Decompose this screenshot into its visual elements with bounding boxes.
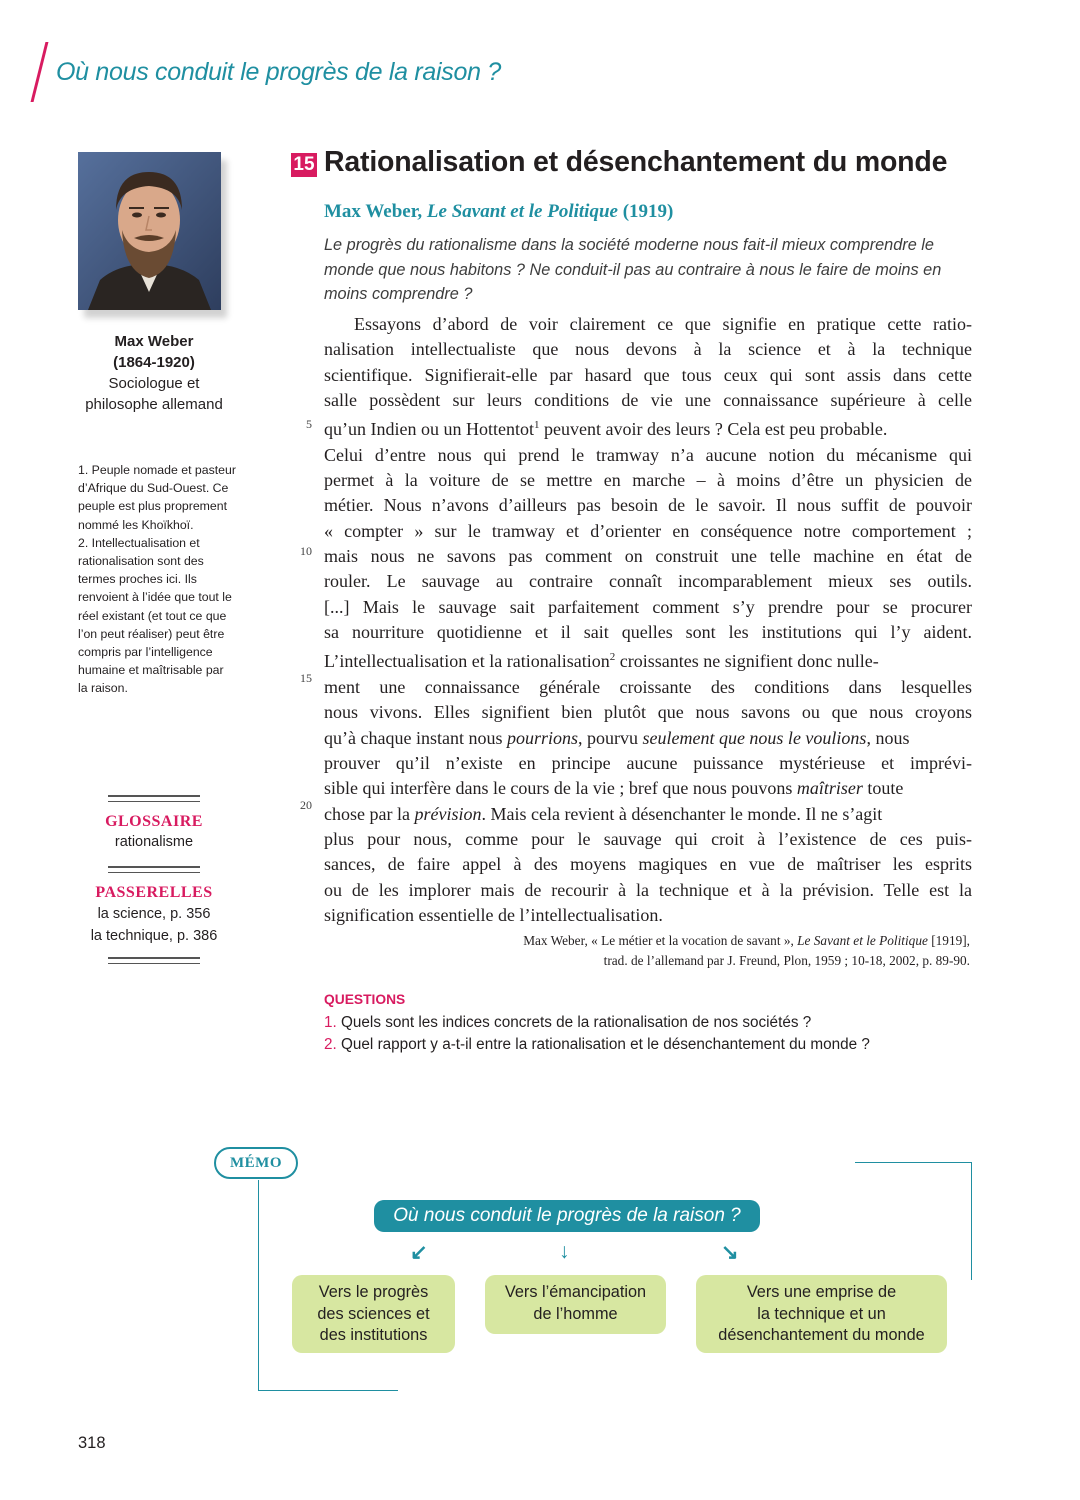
text-line: Celui d’entre nous qui prend le tramway n’a aucune notion du mécanisme qui — [324, 444, 972, 465]
text-line — [324, 726, 972, 751]
memo-frame-line — [855, 1162, 972, 1163]
memo-box-progress — [292, 1275, 455, 1353]
divider — [108, 866, 200, 873]
text-line — [324, 645, 972, 674]
text-segment: toute — [862, 778, 904, 799]
glossary-term-link[interactable]: rationalisme — [114, 834, 194, 850]
passerelle-link[interactable]: la technique, p. 386 — [90, 928, 218, 944]
text-line: sa nourriture quotidienne et il sait quelles sont les institutions qui l’y aident. — [324, 622, 972, 643]
memo-frame-line — [258, 1180, 259, 1390]
question-item — [324, 1036, 870, 1054]
memo-question: Où nous conduit le progrès de la raison ? — [374, 1200, 760, 1232]
text-line: nous vivons. Elles signifient bien plutôt que nous savons ou que nous croyons — [324, 702, 972, 723]
work-title: Le Savant et le Politique — [426, 201, 618, 222]
text-line: scientifique. Signifierait-elle par hasard que tous ceux qui sont assis dans cette — [324, 364, 972, 385]
source-segment: Max Weber, « Le métier et la vocation de savant », — [523, 933, 798, 948]
memo-box-line: désenchantement du monde — [718, 1326, 925, 1344]
text-line: sances, de faire appel à des moyens magiques en vue de maîtriser les esprits — [324, 854, 972, 875]
arrow-down-left-icon: ↙ — [410, 1241, 428, 1264]
question-number: 2. — [324, 1036, 337, 1053]
source-line — [324, 931, 970, 951]
glossary-heading: GLOSSAIRE — [105, 813, 203, 830]
memo-frame-line — [258, 1390, 398, 1391]
text-segment: peuvent avoir des leurs ? Cela est peu probable. — [539, 419, 888, 440]
portrait-dates: (1864-1920) — [113, 354, 195, 371]
divider — [108, 957, 200, 964]
portrait-caption — [64, 331, 244, 415]
document-author — [324, 201, 673, 223]
text-segment: . Mais cela revient à désenchanter le monde. Il ne s’agit — [481, 803, 883, 824]
text-segment: L’intellectualisation et la rationalisation — [324, 651, 610, 672]
text-line: [...] Mais le sauvage sait parfaitement comment s’y prendre pour se procurer — [324, 596, 972, 617]
memo-box-line: la technique et un — [757, 1304, 886, 1323]
memo-badge: MÉMO — [214, 1147, 298, 1179]
text-line: « compter » sur le tramway et d’orienter en conséquence notre comportement ; — [324, 520, 972, 541]
chapter-title: Où nous conduit le progrès de la raison ? — [56, 58, 501, 86]
text-line: mais nous ne savons pas comment on construit une telle machine en état de — [324, 546, 972, 567]
work-year: (1919) — [617, 201, 674, 222]
source-segment: [1919], — [927, 933, 970, 948]
line-number: 20 — [300, 798, 312, 812]
text-line — [324, 413, 972, 442]
memo-box-line: Vers une emprise de — [746, 1283, 897, 1301]
footnote-ref-2[interactable]: 2 — [609, 651, 616, 664]
memo-box-line: Vers le progrès — [318, 1283, 429, 1301]
header-accent-bar — [31, 42, 49, 102]
text-line: rouler. Le sauvage au contraire connaît incomparablement mieux ses outils. — [324, 571, 972, 592]
text-line: nalisation intellectualiste que nous devons à la science et à la technique — [324, 339, 972, 360]
question-item — [324, 1014, 811, 1032]
source-work-title: Le Savant et le Politique — [797, 933, 928, 948]
question-number: 1. — [324, 1014, 337, 1031]
memo-box-line: des institutions — [319, 1326, 428, 1344]
text-segment: , pourvu — [577, 727, 643, 748]
text-segment: sible qui interfère dans le cours de la vie ; bref que nous pouvons — [324, 778, 797, 799]
passerelle-link[interactable]: la science, p. 356 — [97, 906, 211, 922]
portrait-role-line: philosophe allemand — [85, 396, 223, 413]
memo-box-line: des sciences et — [317, 1304, 430, 1323]
text-line — [324, 802, 972, 827]
text-line: signification essentielle de l’intellectualisation. — [324, 904, 663, 925]
document-number-badge: 15 — [291, 153, 317, 177]
memo-box-disenchantment — [696, 1275, 947, 1353]
text-segment: chose par la — [324, 803, 415, 824]
memo-frame-line — [971, 1162, 972, 1280]
footnotes — [78, 461, 236, 698]
text-segment: qu’à chaque instant nous — [324, 727, 507, 748]
text-line: Essayons d’abord de voir clairement ce que signifie en pratique cette ratio- — [354, 314, 972, 334]
document-title: Rationalisation et désenchantement du monde — [324, 146, 948, 178]
question-text: Quel rapport y a-t-il entre la rationalisation et le désenchantement du monde ? — [336, 1036, 870, 1053]
text-segment: , nous — [866, 727, 910, 748]
text-line: métier. Nous n’avons d’ailleurs pas besoin de le savoir. Il nous suffit de pouvoir — [324, 495, 972, 516]
author-name: Max Weber, — [324, 201, 427, 222]
text-line: permet à la voiture de se mettre en marche – à moins d’être un physicien de — [324, 470, 972, 491]
text-line: ou de les implorer mais de recourir à la technique et à la prévision. Telle est la — [324, 879, 972, 900]
portrait-role-line: Sociologue et — [108, 375, 200, 392]
text-segment: qu’un Indien ou un Hottentot — [324, 419, 534, 440]
text-emphasis: seulement que nous le voulions — [642, 727, 867, 748]
divider — [108, 795, 200, 802]
line-number: 5 — [306, 417, 312, 431]
arrow-down-right-icon: ↘ — [721, 1241, 739, 1264]
arrow-down-icon: ↓ — [559, 1240, 570, 1263]
portrait-name: Max Weber — [114, 333, 194, 350]
text-line: plus pour nous, comme pour le sauvage qui croit à l’existence de ces puis- — [324, 828, 972, 849]
question-text: Quels sont les indices concrets de la rationalisation de nos sociétés ? — [336, 1014, 812, 1031]
footnote-1: 1. Peuple nomade et pasteur d’Afrique du Sud-Ouest. Ce peuple est plus proprement nommé les Khoïkhoï. — [78, 463, 236, 532]
text-line: prouver qu’il n’existe en principe aucune puissance mystérieuse et imprévi- — [324, 752, 972, 773]
questions-heading: QUESTIONS — [324, 992, 406, 1007]
max-weber-portrait — [78, 152, 221, 310]
passerelles-heading: PASSERELLES — [95, 884, 213, 901]
text-emphasis: maîtriser — [796, 778, 863, 799]
text-line: salle possèdent sur leurs conditions de vie une connaissance supérieure à celle — [324, 390, 972, 411]
portrait-image — [78, 152, 221, 310]
footnote-ref-1[interactable]: 1 — [533, 419, 540, 432]
source-line: trad. de l’allemand par J. Freund, Plon, 1959 ; 10-18, 2002, p. 89-90. — [603, 953, 970, 968]
page-number: 318 — [78, 1434, 106, 1452]
source-citation — [324, 931, 970, 971]
line-number: 10 — [300, 544, 312, 558]
memo-box-line: Vers l’émancipation — [504, 1283, 647, 1301]
document-intro: Le progrès du rationalisme dans la société moderne nous fait-il mieux comprendre le monde que nous habitons ? Ne conduit-il pas au contraire à nous le faire de moins en moins comprendre ? — [324, 236, 942, 303]
text-segment: croissantes ne signifient donc nulle- — [615, 651, 879, 672]
footnote-2: 2. Intellectualisation et rationalisation sont des termes proches ici. Ils renvoient à l’idée que tout le réel existant (et tout ce que l’on peut réaliser) peut être compris par l’intelligence humaine et maîtrisable par la raison. — [78, 535, 232, 696]
memo-box-line: de l’homme — [533, 1304, 618, 1323]
memo-box-emancipation — [485, 1275, 666, 1334]
document-text — [324, 312, 972, 928]
line-number: 15 — [300, 671, 312, 685]
text-line — [324, 776, 972, 801]
text-emphasis: pourrions — [506, 727, 578, 748]
text-emphasis: prévision — [414, 803, 482, 824]
text-line: ment une connaissance générale croissante des conditions dans lesquelles — [324, 676, 972, 697]
